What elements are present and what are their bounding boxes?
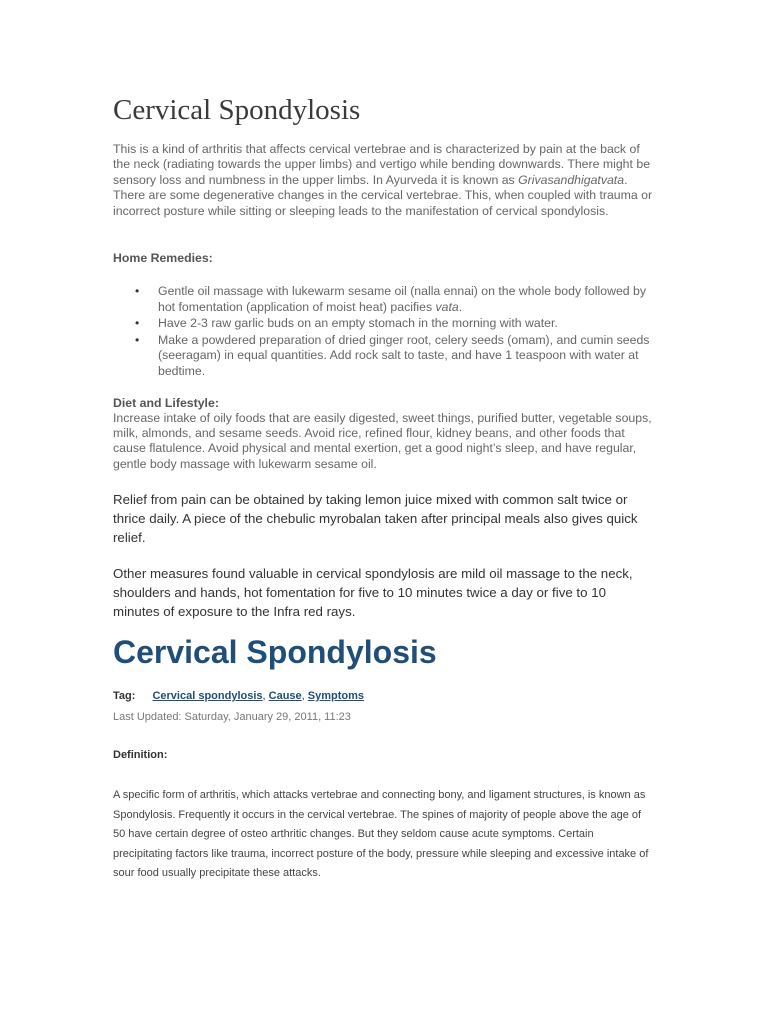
remedy-text: Have 2-3 raw garlic buds on an empty stomach in the morning with water. [158,316,558,331]
bullet-icon: • [135,284,140,298]
intro-text-before: This is a kind of arthritis that affects cervical vertebrae and is characterized by pain at the back of the neck (radiating towards the upper limbs) and vertigo while bending downwards. There might be sensory loss and numbness in the upper limbs. In Ayurveda it is known as [113,142,651,187]
article-title: Cervical Spondylosis [113,634,437,670]
remedy-text: Make a powdered preparation of dried ginger root, celery seeds (omam), and cumin seeds (seeragam) in equal quantities. Add rock salt to taste, and have 1 teaspoon with water at bedtime. [158,332,650,378]
home-remedies-heading: Home Remedies: [113,251,213,265]
relief-paragraph: Relief from pain can be obtained by taking lemon juice mixed with common salt twice or thrice daily. A piece of the chebulic myrobalan taken after principal meals also gives quick relief. [113,492,638,546]
intro-term: Grivasandhigatvata [518,172,625,187]
last-updated: Last Updated: Saturday, January 29, 2011, 11:23 [113,711,351,723]
remedies-list [113,284,653,381]
measures-paragraph: Other measures found valuable in cervical spondylosis are mild oil massage to the neck, shoulders and hands, hot fomentation for five to 10 minutes twice a day or five to 10 minutes of exposure to the Infra red rays. [113,566,633,620]
remedy-term: vata [435,299,459,314]
tag-link-cause[interactable]: Cause [268,690,302,702]
intro-text-after: . There are some degenerative changes in the cervical vertebrae. This, when coupled with trauma or incorrect posture while sitting or sleeping leads to the manifestation of cervical spondylosis. [113,172,653,218]
list-item [113,333,653,380]
tag-separator: , [301,690,308,702]
tag-separator: , [262,690,269,702]
remedy-text: Gentle oil massage with lukewarm sesame oil (nalla ennai) on the whole body followed by hot fomentation (application of moist heat) pacifies [158,284,647,314]
tag-link-cervical-spondylosis[interactable]: Cervical spondylosis [152,690,263,702]
tag-label: Tag: [113,690,136,702]
remedy-text-after: . [458,299,463,314]
diet-paragraph: Increase intake of oily foods that are easily digested, sweet things, purified butter, vegetable soups, milk, almonds, and sesame seeds. Avoid rice, refined flour, kidney beans, and other foods that cause flatulence. Avoid physical and mental exertion, get a good night’s sleep, and have regular, gentle body massage with lukewarm sesame oil. [113,411,652,471]
definition-paragraph: A specific form of arthritis, which attacks vertebrae and connecting bony, and ligament structures, is known as Spondylosis. Frequently it occurs in the cervical vertebrae. The spines of majority of people above the age of 50 have certain degree of osteo arthritic changes. But they seldom cause acute symptoms. Certain precipitating factors like trauma, incorrect posture of the body, pressure while sleeping and excessive intake of sour food usually precipitate these attacks. [113,789,649,879]
list-item [113,284,653,315]
list-item [113,316,653,332]
page-title: Cervical Spondylosis [113,94,361,126]
diet-heading: Diet and Lifestyle: [113,396,219,410]
bullet-icon: • [135,332,140,347]
tag-line [113,690,364,702]
intro-paragraph [113,142,653,219]
definition-heading: Definition: [113,749,168,761]
tag-link-symptoms[interactable]: Symptoms [307,690,365,702]
bullet-icon: • [135,316,140,331]
